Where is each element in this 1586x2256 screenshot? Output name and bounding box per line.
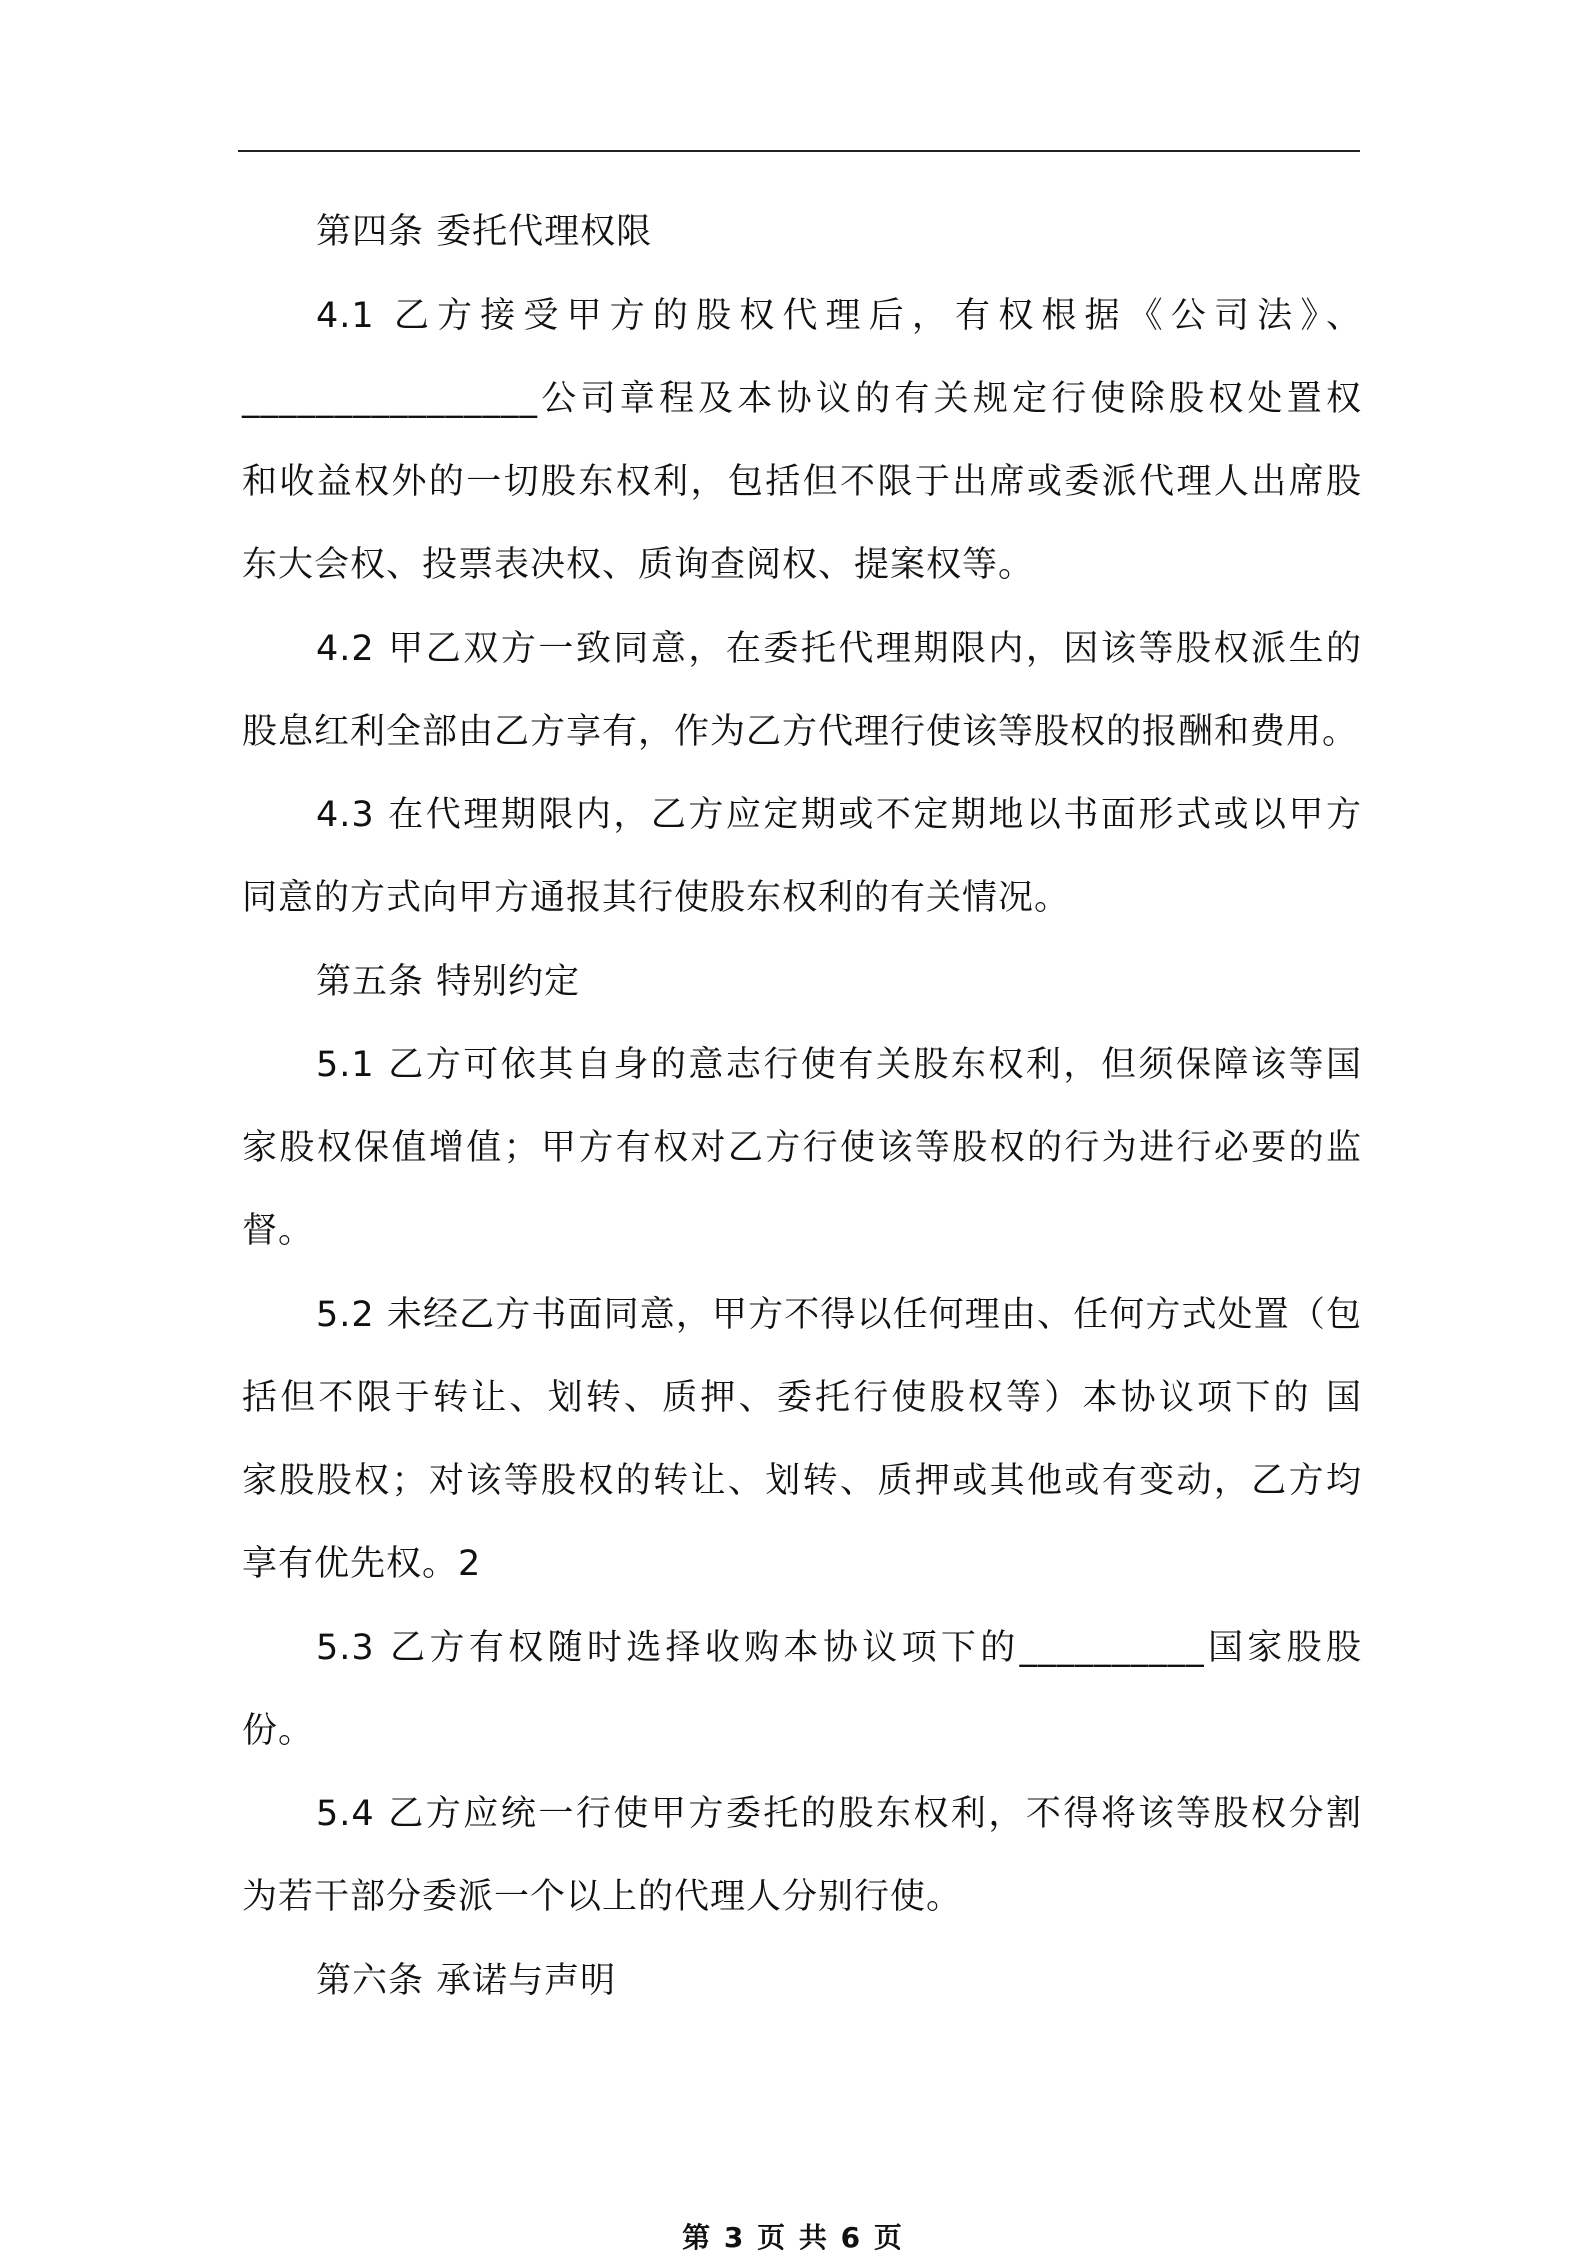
paragraph-line: 家股股权；对该等股权的转让、划转、质押或其他或有变动，乙方均	[242, 1461, 1362, 1501]
paragraph-line: 东大会权、投票表决权、质询查阅权、提案权等。	[242, 545, 1035, 585]
article-6-heading: 第六条 承诺与声明	[316, 1961, 617, 2001]
paragraph-line: 为若干部分委派一个以上的代理人分别行使。	[242, 1877, 963, 1917]
header-divider	[238, 150, 1360, 152]
paragraph-line: 5.1 乙方可依其自身的意志行使有关股东权利，但须保障该等国	[316, 1045, 1362, 1085]
page-number: 第 3 页 共 6 页	[682, 2221, 904, 2254]
article-4-heading: 第四条 委托代理权限	[316, 212, 653, 252]
article-5-heading: 第五条 特别约定	[316, 962, 581, 1002]
paragraph-line: ________________公司章程及本协议的有关规定行使除股权处置权	[242, 379, 1362, 419]
paragraph-line: 括但不限于转让、划转、质押、委托行使股权等）本协议项下的 国	[242, 1378, 1362, 1418]
paragraph-line: 同意的方式向甲方通报其行使股东权利的有关情况。	[242, 878, 1071, 918]
paragraph-line: 4.3 在代理期限内，乙方应定期或不定期地以书面形式或以甲方	[316, 795, 1362, 835]
paragraph-line: 和收益权外的一切股东权利，包括但不限于出席或委派代理人出席股	[242, 462, 1362, 502]
paragraph-line: 督。	[242, 1211, 315, 1251]
paragraph-line: 5.4 乙方应统一行使甲方委托的股东权利，不得将该等股权分割	[316, 1794, 1362, 1834]
paragraph-line: 股息红利全部由乙方享有，作为乙方代理行使该等股权的报酬和费用。	[242, 712, 1359, 752]
paragraph-line: 家股权保值增值；甲方有权对乙方行使该等股权的行为进行必要的监	[242, 1128, 1362, 1168]
paragraph-line: 份。	[242, 1711, 315, 1751]
paragraph-line: 享有优先权。2	[242, 1544, 482, 1584]
paragraph-line: 5.2 未经乙方书面同意，甲方不得以任何理由、任何方式处置（包	[316, 1295, 1362, 1335]
paragraph-line: 4.2 甲乙双方一致同意，在委托代理期限内，因该等股权派生的	[316, 629, 1362, 669]
paragraph-line: 5.3 乙方有权随时选择收购本协议项下的__________国家股股	[316, 1628, 1362, 1668]
paragraph-line: 4.1 乙方接受甲方的股权代理后，有权根据《公司法》、	[316, 296, 1362, 336]
